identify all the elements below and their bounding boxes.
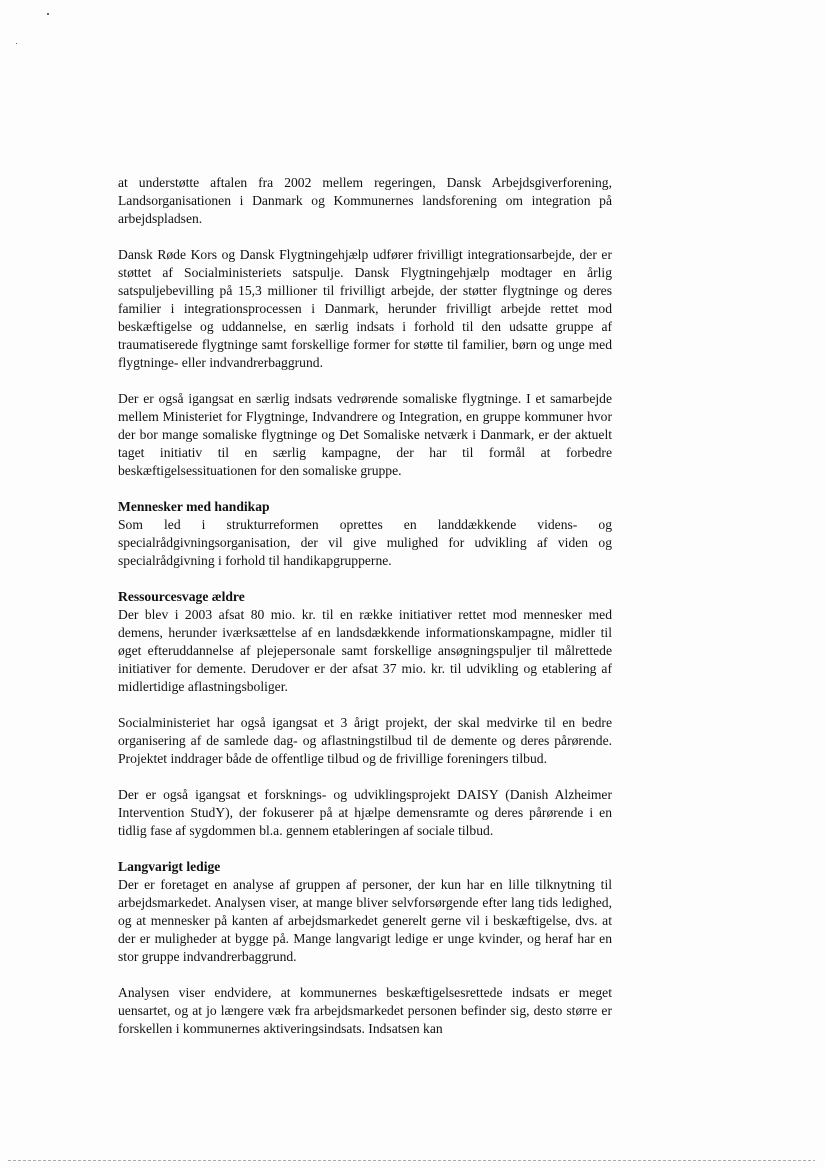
paragraph-disabilities: Som led i strukturreformen oprettes en landdækkende videns- og specialrådgivningsorganisation, der vil give mulighed for udvikling af viden og specialrådgivning i forhold til handikapgrupperne. [118,517,612,568]
paragraph-municipal-efforts: Analysen viser endvidere, at kommunernes beskæftigelsesrettede indsats er meget uensartet, og at jo længere væk fra arbejdsmarkedet personen befinder sig, desto større er forskellen i kommunernes aktiveringsindsats. Indsatsen kan [118,985,612,1036]
paragraph-unemployment-analysis: Der er foretaget en analyse af gruppen af personer, der kun har en lille tilknytning til arbejdsmarkedet. Analysen viser, at mange bliver selvforsørgende efter lang tids ledighed, og at mennesker på kanten af arbejdsmarkedet generelt gerne vil i beskæftigelse, dvs. at der er muligheder at bygge på. Mange langvarigt ledige er unge kvinder, og heraf har en stor gruppe indvandrerbaggrund. [118,877,612,964]
paragraph-dementia-funding: Der blev i 2003 afsat 80 mio. kr. til en række initiativer rettet mod mennesker med demens, herunder iværksættelse af en landsdækkende informationskampagne, midler til øget efteruddannelse af plejepersonale samt forskellige ansøgningspuljer til målrettede initiativer for demente. Derudover er der afsat 37 mio. kr. til udvikling og etablering af midlertidige aflastningsboliger. [118,607,612,694]
paragraph-integration-agreement: at understøtte aftalen fra 2002 mellem regeringen, Dansk Arbejdsgiverforening, Landsorganisationen i Danmark og Kommunernes landsforening om integration på arbejdspladsen. [118,175,612,226]
section-heading-disabilities: Mennesker med handikap [118,499,270,514]
paragraph-daisy-project: Der er også igangsat et forsknings- og udviklingsprojekt DAISY (Danish Alzheimer Intervention StudY), der fokuserer på at hjælpe demensramte og deres pårørende i en tidlig fase af sygdommen bl.a. gennem etableringen af sociale tilbud. [118,787,612,838]
paragraph-volunteer-integration: Dansk Røde Kors og Dansk Flygtningehjælp udfører frivilligt integrationsarbejde, der er støttet af Socialministeriets satspulje. Dansk Flygtningehjælp modtager en årlig satspuljebevilling på 15,3 millioner til frivilligt arbejde, der støtter flygtninge og deres familier i integrationsprocessen i Danmark, herunder frivilligt arbejde rettet mod beskæftigelse og uddannelse, en særlig indsats i forhold til den udsatte gruppe af traumatiserede flygtninge samt forskellige former for støtte til familier, børn og unge med flygtninge- eller indvandrerbaggrund. [118,247,612,370]
scan-speck [16,43,17,44]
page-bottom-edge [8,1160,815,1161]
body-text [118,174,612,1038]
paragraph-somali-refugees: Der er også igangsat en særlig indsats vedrørende somaliske flygtninge. I et samarbejde mellem Ministeriet for Flygtninge, Indvandrere og Integration, en gruppe kommuner hvor der bor mange somaliske flygtninge og Det Somaliske netværk i Danmark, er der aktuelt taget initiativ til en særlig kampagne, der har til formål at forbedre beskæftigelsessituationen for den somaliske gruppe. [118,391,612,478]
section-heading-long-term-unemployed: Langvarigt ledige [118,859,221,874]
scan-speck [47,13,49,15]
paragraph-dementia-project: Socialministeriet har også igangsat et 3 årigt projekt, der skal medvirke til en bedre organisering af de samlede dag- og aflastningstilbud til de demente og deres pårørende. Projektet inddrager både de offentlige tilbud og de frivillige foreningers tilbud. [118,715,612,766]
section-heading-elderly: Ressourcesvage ældre [118,589,245,604]
